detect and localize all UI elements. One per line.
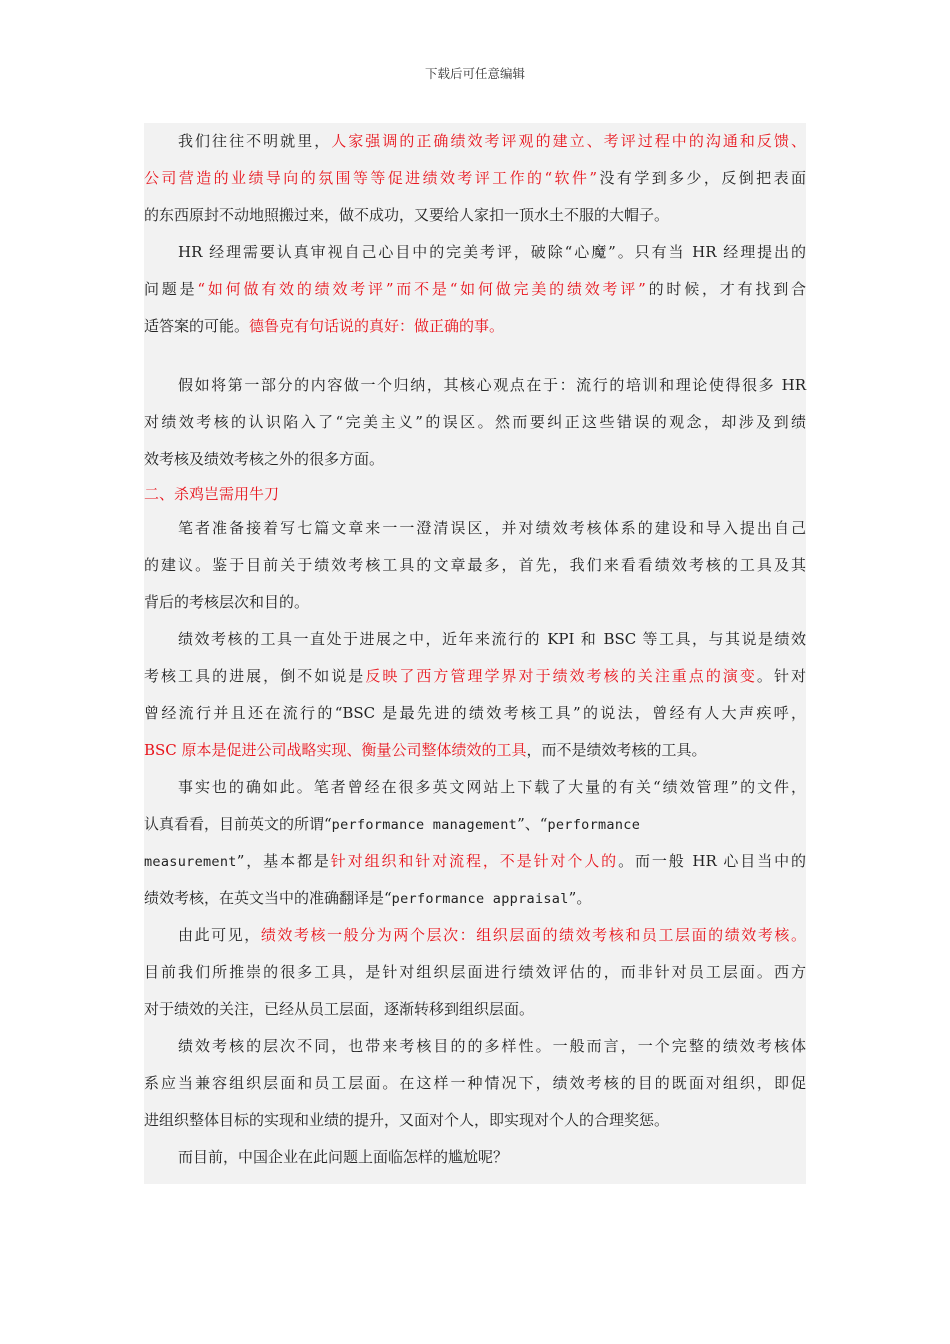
text-line: 绩效考核的层次不同，也带来考核目的的多样性。一般而言，一个完整的绩效考核体 (178, 1037, 806, 1055)
text-run: ，而不是绩效考核的工具。 (526, 741, 707, 759)
emphasis-text: 公司营造的业绩导向的氛围等等促进绩效考评工作的“软件” (144, 169, 598, 187)
text-run: 。针对 (756, 667, 806, 685)
content-bottom-padding (144, 1176, 806, 1184)
emphasis-text: 针对组织和针对流程，不是针对个人的 (330, 852, 619, 870)
paragraph-9 (144, 1139, 806, 1176)
english-term: performance (547, 817, 641, 833)
text-line: 绩效考核的工具一直处于进展之中，近年来流行的 KPI 和 BSC 等工具，与其说是绩效 (178, 630, 806, 648)
english-term: measurement (144, 854, 237, 870)
text-line: 效考核及绩效考核之外的很多方面。 (144, 450, 385, 468)
text-run: ”、“ (517, 815, 548, 833)
text-line: 对绩效考核的认识陷入了“完美主义”的误区。然而要纠正这些错误的观念，却涉及到绩 (144, 413, 806, 431)
paragraph-4 (144, 510, 806, 621)
blank-line (144, 345, 806, 367)
text-run: ”。 (568, 889, 592, 907)
text-run: 。而一般 HR 心目当中的 (618, 852, 806, 870)
text-line (144, 732, 806, 769)
text-line: 的建议。鉴于目前关于绩效考核工具的文章最多，首先，我们来看看绩效考核的工具及其 (144, 556, 806, 574)
text-line (144, 123, 806, 160)
text-line (144, 917, 806, 954)
text-run: 考核工具的进展，倒不如说是 (144, 667, 366, 685)
emphasis-text: 人家强调的正确绩效考评观的建立、考评过程中的沟通和反馈、 (331, 132, 806, 150)
emphasis-text: 绩效考核一般分为两个层次：组织层面的绩效考核和员工层面的绩效考核。 (260, 926, 806, 944)
text-run: ”，基本都是 (236, 852, 331, 870)
page-header: 下载后可任意编辑 (424, 66, 525, 81)
text-line (144, 806, 806, 843)
paragraph-8 (144, 1028, 806, 1139)
english-term: performance management (331, 817, 518, 833)
text-line: 事实也的确如此。笔者曾经在很多英文网站上下载了大量的有关“绩效管理”的文件， (178, 778, 806, 796)
text-run: 绩效考核，在英文当中的准确翻译是“ (144, 889, 392, 907)
emphasis-text: 德鲁克有句话说的真好：做正确的事。 (249, 317, 505, 335)
text-line: 对于绩效的关注，已经从员工层面，逐渐转移到组织层面。 (144, 1000, 535, 1018)
paragraph-5 (144, 621, 806, 769)
text-line: 假如将第一部分的内容做一个归纳，其核心观点在于：流行的培训和理论使得很多 HR (178, 376, 806, 394)
text-line: 进组织整体目标的实现和业绩的提升，又面对个人，即实现对个人的合理奖惩。 (144, 1111, 670, 1129)
paragraph-7 (144, 917, 806, 1028)
text-run: 适答案的可能。 (144, 317, 250, 335)
paragraph-6 (144, 769, 806, 917)
text-line: 系应当兼容组织层面和员工层面。在这样一种情况下，绩效考核的目的既面对组织，即促 (144, 1074, 806, 1092)
text-run: 没有学到多少，反倒把表面 (597, 169, 806, 187)
emphasis-text: BSC 原本是促进公司战略实现、衡量公司整体绩效的工具 (144, 741, 527, 759)
text-line: 曾经流行并且还在流行的“BSC 是最先进的绩效考核工具”的说法，曾经有人大声疾呼， (144, 704, 806, 722)
text-run: 认真看看，目前英文的所谓“ (144, 815, 332, 833)
text-run: 的时候，才有找到合 (645, 280, 806, 298)
text-line (144, 308, 806, 345)
paragraph-3 (144, 367, 806, 478)
text-line: 的东西原封不动地照搬过来，做不成功，又要给人家扣一顶水土不服的大帽子。 (144, 206, 670, 224)
text-line: 而目前，中国企业在此问题上面临怎样的尴尬呢？ (178, 1148, 509, 1166)
text-run: 由此可见， (178, 926, 261, 944)
emphasis-text: “如何做有效的绩效考评”而不是“如何做完美的绩效考评” (197, 280, 646, 298)
text-line: 背后的考核层次和目的。 (144, 593, 310, 611)
document-body (144, 123, 806, 1184)
paragraph-2 (144, 234, 806, 345)
text-run: 问题是 (144, 280, 198, 298)
section-heading: 二、杀鸡岂需用牛刀 (144, 485, 280, 503)
emphasis-text: 反映了西方管理学界对于绩效考核的关注重点的演变 (365, 667, 757, 685)
text-line (144, 658, 806, 695)
text-line: 笔者准备接着写七篇文章来一一澄清误区，并对绩效考核体系的建设和导入提出自己 (178, 519, 806, 537)
text-line: HR 经理需要认真审视自己心目中的完美考评，破除“心魔”。只有当 HR 经理提出的 (178, 243, 806, 261)
text-line (144, 880, 806, 917)
paragraph-1 (144, 123, 806, 234)
text-run: 我们往往不明就里， (178, 132, 332, 150)
text-line (144, 160, 806, 197)
text-line (144, 271, 806, 308)
text-line: 目前我们所推崇的很多工具，是针对组织层面进行绩效评估的，而非针对员工层面。西方 (144, 963, 806, 981)
english-term: performance appraisal (391, 891, 569, 907)
text-line (144, 843, 806, 880)
